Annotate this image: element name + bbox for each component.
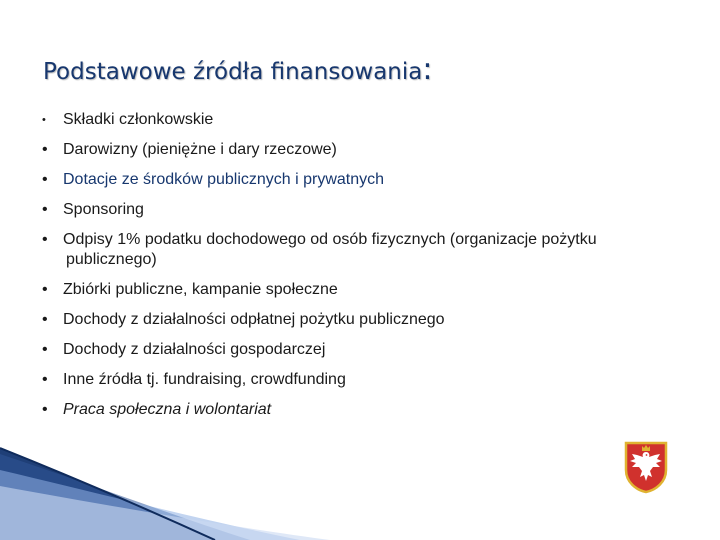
bullet-dot: • (42, 171, 48, 188)
list-item-text: Zbiórki publiczne, kampanie społeczne (63, 281, 338, 298)
list-item (42, 400, 692, 420)
list-item (42, 230, 692, 270)
list-item-text: Składki członkowskie (63, 111, 214, 128)
list-item (42, 140, 692, 160)
bullet-list (42, 110, 692, 420)
list-item (42, 280, 692, 300)
list-item-text: Dotacje ze środków publicznych i prywatnych (63, 171, 385, 188)
list-item-text: Dochody z działalności odpłatnej pożytku publicznego (63, 311, 445, 328)
list-item (42, 170, 692, 190)
list-item-text: Odpisy 1% podatku dochodowego od osób fizycznych (organizacje pożytku (63, 231, 597, 248)
list-item (42, 370, 692, 390)
list-item (42, 310, 692, 330)
slide-title-text: Podstawowe źródła finansowania (43, 59, 423, 85)
bullet-dot: • (42, 141, 48, 158)
list-item-text: Dochody z działalności gospodarczej (63, 341, 326, 358)
list-item (42, 340, 692, 360)
slide-title (43, 52, 432, 87)
bullet-dot: • (42, 114, 46, 126)
bullet-dot: • (42, 401, 48, 418)
list-item (42, 110, 692, 130)
coat-of-arms-eagle-icon (623, 440, 669, 494)
bullet-dot: • (42, 371, 48, 388)
list-item-text: Sponsoring (63, 201, 144, 218)
list-item (42, 200, 692, 220)
decorative-swoosh (0, 440, 720, 540)
bullet-dot: • (42, 231, 48, 248)
slide-title-colon: : (422, 52, 433, 87)
bullet-dot: • (42, 311, 48, 328)
list-item-text: Darowizny (pieniężne i dary rzeczowe) (63, 141, 337, 158)
list-item-continuation: publicznego) (66, 251, 157, 268)
list-item-text: Inne źródła tj. fundraising, crowdfunding (63, 371, 346, 388)
list-item-text: Praca społeczna i wolontariat (63, 401, 272, 418)
bullet-dot: • (42, 341, 48, 358)
bullet-dot: • (42, 281, 48, 298)
bullet-dot: • (42, 201, 48, 218)
